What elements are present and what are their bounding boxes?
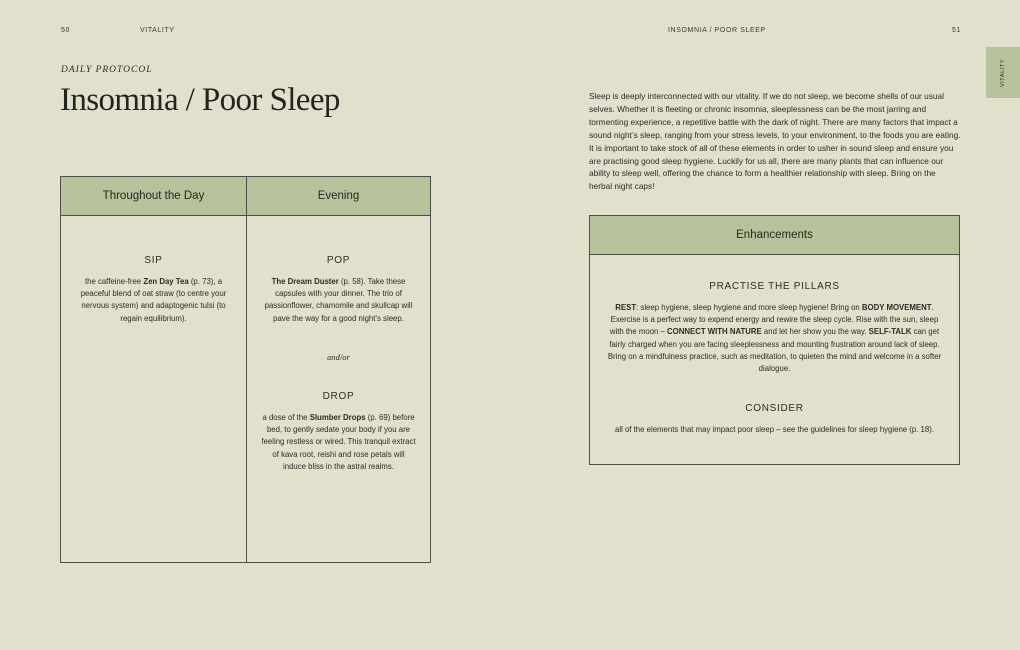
side-tab (986, 47, 1020, 98)
enhancements-header: Enhancements (590, 216, 959, 255)
column-header-day: Throughout the Day (61, 177, 246, 216)
dream-duster-name: The Dream Duster (271, 277, 339, 286)
and-or-text: and/or (327, 352, 350, 362)
zen-day-tea-name: Zen Day Tea (143, 277, 189, 286)
enhancements-box (589, 215, 960, 465)
consider-label: CONSIDER (745, 403, 804, 414)
left-page-number: 50 (61, 27, 70, 34)
sip-label: SIP (144, 255, 163, 266)
sip-text: the caffeine-free Zen Day Tea (p. 73), a peaceful blend of oat straw (to centre your nervous system) and adaptogenic tulsi (to regain equilibrium). (80, 277, 227, 323)
left-running-head: VITALITY (140, 27, 175, 34)
drop-label: DROP (322, 391, 355, 402)
daily-protocol-table (60, 176, 431, 563)
page-title: Insomnia / Poor Sleep (60, 82, 340, 118)
slumber-drops-name: Slumber Drops (309, 413, 366, 422)
pillars-label: PRACTISE THE PILLARS (709, 281, 840, 292)
day-column (61, 177, 246, 562)
section-kicker: DAILY PROTOCOL (61, 65, 153, 75)
right-running-head: INSOMNIA / POOR SLEEP (668, 27, 766, 34)
right-page-number: 51 (952, 27, 961, 34)
consider-text: all of the elements that may impact poor sleep – see the guidelines for sleep hygiene (p. 18). (615, 425, 934, 434)
pop-label: POP (326, 255, 351, 266)
side-tab-label: VITALITY (1000, 58, 1006, 87)
evening-column (247, 177, 430, 562)
column-header-evening: Evening (247, 177, 430, 216)
pillars-text: REST: sleep hygiene, sleep hygiene and more sleep hygiene! Bring on BODY MOVEMENT. Exercise is a perfect way to expend energy and rewire the sleep cycle. Rise with the sun, sleep with the moon – CONNECT WITH NATURE and let her show you the way. SELF-TALK can get fairly charged when you are facing sleeplessness and mounting frustration around lack of sleep. Bring on a mindfulness practice, such as meditation, to quieten the mind and welcome in a softer dialogue. (607, 303, 942, 374)
pop-text: The Dream Duster (p. 58). Take these capsules with your dinner. The trio of passionflower, chamomile and skullcap will pave the way for a good night’s sleep. (264, 277, 413, 323)
intro-paragraph: Sleep is deeply interconnected with our vitality. If we do not sleep, we become shells of our usual selves. Whether it is fleeting or chronic insomnia, sleeplessness can be the most jarring and tormenting experience, a repetitive battle with the dark of night. There are many factors that impact a sound night’s sleep, ranging from your stress levels, to your environment, to the foods you are eating. It is important to take stock of all of these elements in order to usher in sound sleep and ensure you are practising good sleep hygiene. Luckily for us all, there are many plants that can influence our ability to sleep well, offering the chance to form a healthier relationship with sleep. Bring on the herbal night caps! (589, 91, 961, 192)
drop-text: a dose of the Slumber Drops (p. 69) before bed, to gently sedate your body if you are feeling restless or wired. This tranquil extract of kava root, reishi and rose petals will induce bliss in the astral realms. (261, 413, 416, 471)
